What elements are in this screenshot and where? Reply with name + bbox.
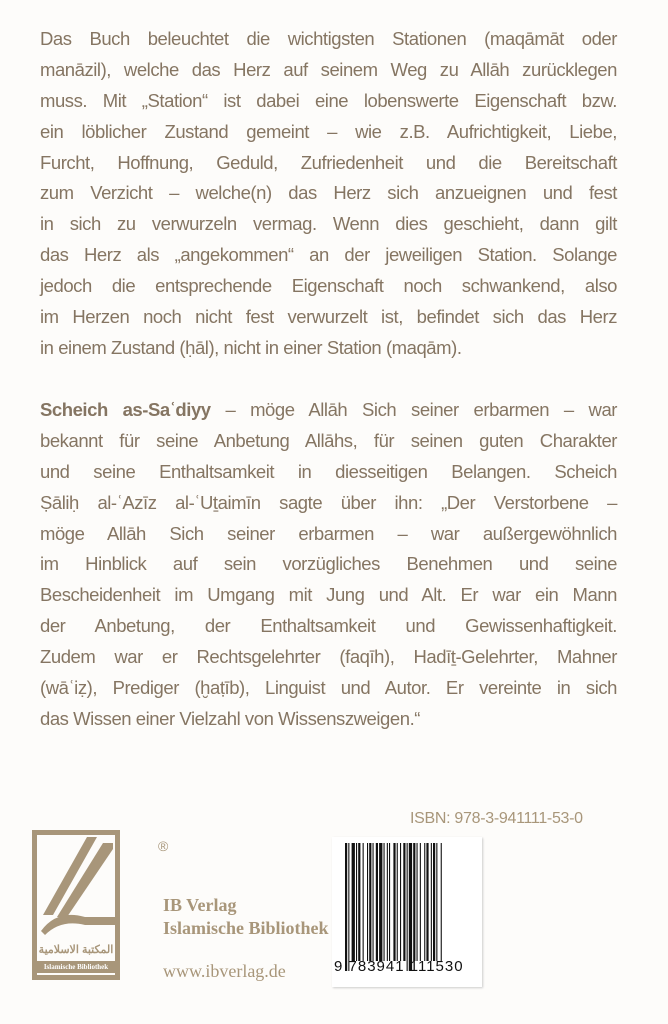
book-quill-icon bbox=[37, 835, 115, 940]
barcode-bar bbox=[379, 843, 382, 961]
barcode-bar bbox=[356, 843, 357, 961]
text-line: der Anbetung, der Enthaltsamkeit und Gewissenhaftigkeit. bbox=[40, 615, 617, 637]
barcode-bar bbox=[433, 843, 435, 961]
barcode-bar bbox=[420, 843, 421, 961]
barcode-bar bbox=[389, 843, 390, 961]
text-line: Ṣāliḥ al-ʿAzīz al-ʿUṯaimīn sagte über ihn: „Der Verstorbene – bbox=[40, 491, 617, 513]
barcode-bar bbox=[441, 843, 442, 961]
text-line: Bescheidenheit im Umgang mit Jung und Alt. Er war ein Mann bbox=[40, 584, 617, 606]
barcode-bar bbox=[403, 843, 405, 961]
publisher-logo: المكتبة الاسلامية Islamische Bibliothek bbox=[32, 830, 120, 980]
text-line: in einem Zustand (ḥāl), nicht in einer Station (maqām). bbox=[40, 336, 462, 358]
barcode-bar bbox=[345, 843, 347, 971]
text-line: (wāʿiẓ), Prediger (ḫaṭīb), Linguist und Autor. Er vereinte in sich bbox=[40, 677, 617, 699]
barcode-bar bbox=[417, 843, 418, 961]
barcode-bar bbox=[348, 843, 349, 971]
text-line: ein löblicher Zustand gemeint – wie z.B. Aufrichtigkeit, Liebe, bbox=[40, 120, 617, 142]
barcode-bar bbox=[431, 843, 432, 961]
publisher-website: www.ibverlag.de bbox=[163, 961, 286, 981]
author-name: Scheich as-Saʿdiyy bbox=[40, 399, 211, 420]
barcode-bar bbox=[358, 843, 360, 961]
barcode-bar bbox=[413, 843, 415, 961]
barcode-bar bbox=[393, 843, 395, 961]
text-line: und seine Enthaltsamkeit in diesseitigen Belangen. Scheich bbox=[40, 460, 617, 482]
text-line: im Herzen noch nicht fest verwurzelt ist, befindet sich das Herz bbox=[40, 306, 617, 328]
isbn-label: ISBN: 978-3-941111-53-0 bbox=[410, 810, 583, 827]
barcode-bar bbox=[373, 843, 374, 961]
registered-mark: ® bbox=[158, 838, 169, 854]
text-line: möge Allāh Sich seiner erbarmen – war außergewöhnlich bbox=[40, 522, 617, 544]
text-line: bekannt für seine Anbetung Allāhs, für seinen guten Charakter bbox=[40, 429, 617, 451]
barcode-bar bbox=[369, 843, 371, 961]
text-line: im Hinblick auf sein vorzügliches Benehmen und seine bbox=[40, 553, 617, 575]
text-line: in sich zu verwurzeln vermag. Wenn dies geschieht, dann gilt bbox=[40, 213, 617, 235]
barcode-bar bbox=[436, 843, 437, 961]
text-line: Das Buch beleuchtet die wichtigsten Stationen (maqāmāt oder bbox=[40, 28, 617, 49]
text-line: das Herz als „angekommen“ an der jeweiligen Station. Solange bbox=[40, 244, 617, 266]
text-line: Zudem war er Rechtsgelehrter (faqīh), Hadīṯ-Gelehrter, Mahner bbox=[40, 646, 617, 668]
barcode-bar bbox=[426, 843, 428, 961]
barcode-bar bbox=[397, 843, 398, 961]
description-paragraph bbox=[40, 24, 617, 364]
barcode-bar bbox=[400, 843, 401, 961]
text-line: jedoch die entsprechende Eigenschaft noch schwankend, also bbox=[40, 275, 617, 297]
text-line: zum Verzicht – welche(n) das Herz sich anzueignen und fest bbox=[40, 182, 617, 204]
barcode-bar bbox=[352, 843, 355, 961]
text-line: manāzil), welche das Herz auf seinem Weg zu Allāh zurücklegen bbox=[40, 58, 617, 80]
barcode-bar bbox=[424, 843, 425, 961]
barcode-bar bbox=[363, 843, 364, 961]
barcode-bar bbox=[407, 843, 408, 971]
publisher-subtitle: Islamische Bibliothek bbox=[163, 918, 329, 938]
author-paragraph bbox=[40, 395, 617, 735]
text-line: das Wissen einer Vielzahl von Wissenszweigen.“ bbox=[40, 707, 420, 729]
text-line: Furcht, Hoffnung, Geduld, Zufriedenheit und die Bereitschaft bbox=[40, 151, 617, 173]
barcode-bar bbox=[376, 843, 378, 961]
barcode-digits: 9 783941 111530 bbox=[334, 958, 464, 975]
barcode-bar bbox=[387, 843, 388, 961]
barcode-bar bbox=[409, 843, 412, 971]
barcode-bar bbox=[384, 843, 385, 961]
barcode-bar bbox=[367, 843, 368, 961]
publisher-name: IB Verlag bbox=[163, 895, 237, 915]
text-line: muss. Mit „Station“ ist dabei eine lobenswerte Eigenschaft bzw. bbox=[40, 89, 617, 111]
text-line: Scheich as-Saʿdiyy – möge Allāh Sich seiner erbarmen – war bbox=[40, 399, 617, 420]
